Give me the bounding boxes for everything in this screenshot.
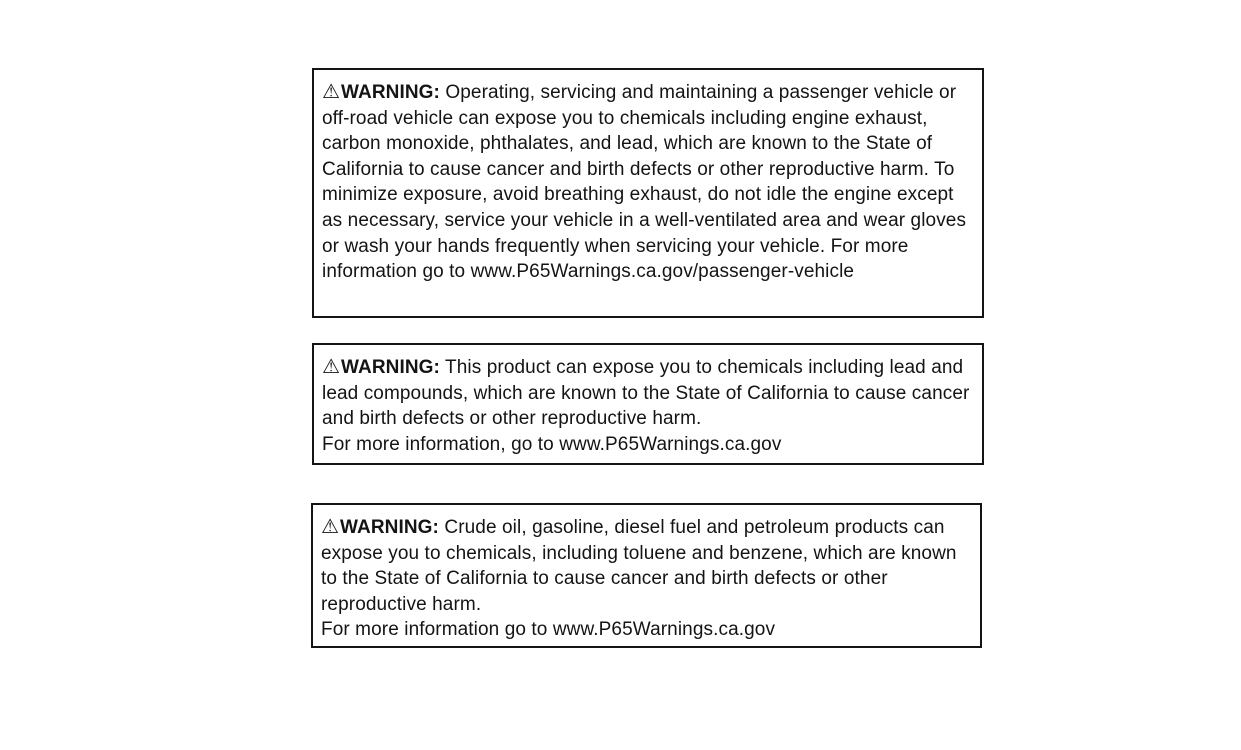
warning-footer-text: For more information go to www.P65Warnings.ca.gov bbox=[321, 619, 776, 641]
warning-footer-text: For more information, go to www.P65Warnings.ca.gov bbox=[322, 433, 782, 455]
warning-paragraph bbox=[322, 79, 972, 285]
warning-body-text: This product can expose you to chemicals including lead and lead compounds, which are known to the State of California to cause cancer and birth defects or other reproductive harm. bbox=[322, 357, 970, 430]
warning-triangle-icon: ⚠ bbox=[322, 79, 341, 103]
warning-box-passenger-vehicle bbox=[312, 68, 984, 318]
warning-body-text: Crude oil, gasoline, diesel fuel and petroleum products can expose you to chemicals, including toluene and benzene, which are known to the State of California to cause cancer and birth defects or other reproductive harm. bbox=[321, 517, 957, 615]
warning-box-lead-compounds bbox=[312, 343, 984, 465]
warning-label: WARNING: bbox=[340, 517, 439, 538]
warning-label: WARNING: bbox=[341, 82, 440, 103]
warning-triangle-icon: ⚠ bbox=[321, 514, 340, 538]
warning-paragraph bbox=[321, 514, 970, 617]
warning-body-text: Operating, servicing and maintaining a passenger vehicle or off-road vehicle can expose you to chemicals including engine exhaust, carbon monoxide, phthalates, and lead, which are known to the State of California to cause cancer and birth defects or other reproductive harm. To minimize exposure, avoid breathing exhaust, do not idle the engine except as necessary, service your vehicle in a well-ventilated area and wear gloves or wash your hands frequently when servicing your vehicle. For more information go to www.P65Warnings.ca.gov/passenger-vehicle bbox=[322, 82, 967, 283]
warning-box-crude-oil bbox=[311, 503, 982, 648]
warning-triangle-icon: ⚠ bbox=[322, 354, 341, 378]
warning-paragraph bbox=[322, 354, 972, 432]
warning-label: WARNING: bbox=[341, 357, 440, 378]
